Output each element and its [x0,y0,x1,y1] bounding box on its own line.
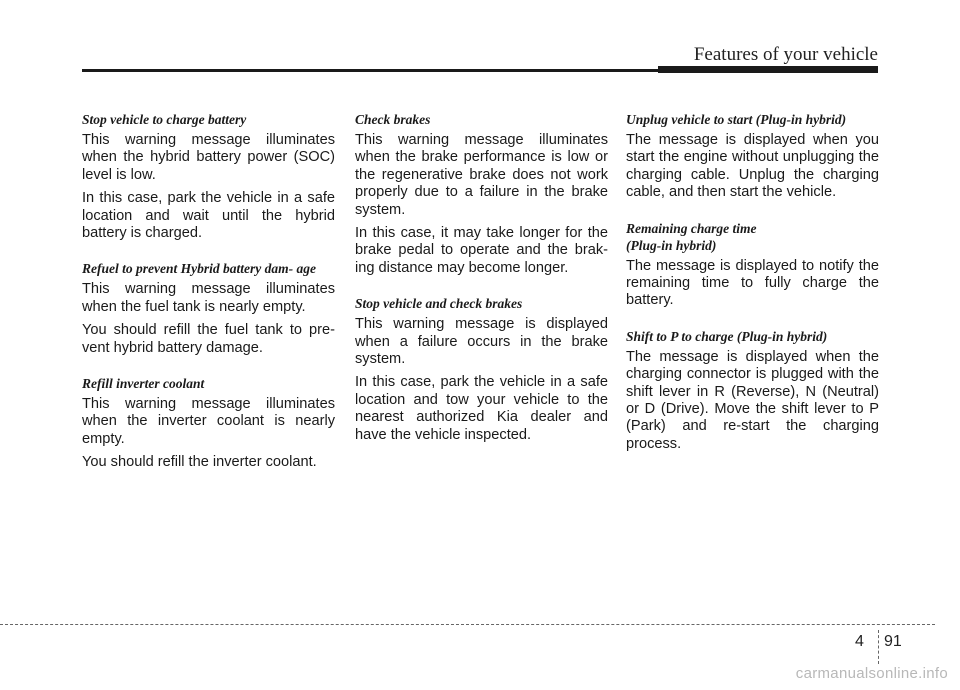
column-2 [355,111,608,462]
paragraph: In this case, park the vehicle in a safe location and tow your vehicle to the nearest authorized Kia dealer and have the vehicle inspected. [355,374,608,443]
column-1 [82,111,335,490]
footer-divider [878,630,879,664]
section-check-brakes [355,111,608,277]
section-stop-vehicle-charge-battery [82,111,335,242]
section-heading-line2: (Plug-in hybrid) [626,237,717,253]
section-heading: Shift to P to charge (Plug-in hybrid) [626,328,828,344]
paragraph: This warning message illuminates when the inverter coolant is nearly empty. [82,396,335,447]
section-heading: Stop vehicle and check brakes [355,296,523,312]
section-heading: Refill inverter coolant [82,376,205,392]
paragraph: You should refill the fuel tank to pre- vent hybrid battery damage. [82,322,335,356]
page-chapter: 4 [855,633,864,650]
section-heading: Refuel to prevent Hybrid battery dam- age [82,261,316,277]
section-heading: Unplug vehicle to start (Plug-in hybrid) [626,112,847,127]
footer-rule [0,624,935,625]
section-unplug-vehicle [626,111,879,202]
paragraph: This warning message is displayed when a failure occurs in the brake system. [355,316,608,368]
section-heading: Stop vehicle to charge battery [82,112,247,127]
page-number: 91 [884,633,902,650]
section-refill-inverter-coolant [82,375,335,472]
section-heading: Check brakes [355,112,431,127]
watermark: carmanualsonline.info [795,665,948,682]
paragraph: This warning message illuminates when the hybrid battery power (SOC) level is low. [82,132,335,183]
section-heading: Remaining charge time [626,220,757,236]
paragraph: You should refill the inverter coolant. [82,454,317,471]
header-title: Features of your vehicle [693,44,878,65]
paragraph: In this case, park the vehicle in a safe location and wait until the hybrid battery is charged. [82,190,335,242]
paragraph: The message is displayed to notify the remaining time to fully charge the battery. [626,257,879,309]
paragraph: The message is displayed when you start the engine without unplugging the charging cable. Unplug the charging cable, and then start the vehicle. [626,132,879,201]
section-remaining-charge-time [626,220,879,310]
section-stop-vehicle-check-brakes [355,295,608,444]
column-3 [626,111,879,471]
paragraph: The message is displayed when the charging connector is plugged with the shift lever in R (Reverse), N (Neutral) or D (Drive). Move the shift lever to P (Park) and re-start the charging process. [626,348,879,452]
section-refuel-prevent-damage [82,260,335,357]
paragraph: This warning message illuminates when the fuel tank is nearly empty. [82,281,335,315]
header-rule-accent [658,66,878,73]
paragraph: This warning message illuminates when the brake performance is low or the regenerative brake does not work properly due to a failure in the brake system. [355,132,608,218]
paragraph: In this case, it may take longer for the brake pedal to operate and the brak- ing distance may become longer. [355,225,608,276]
section-shift-to-p [626,328,879,453]
